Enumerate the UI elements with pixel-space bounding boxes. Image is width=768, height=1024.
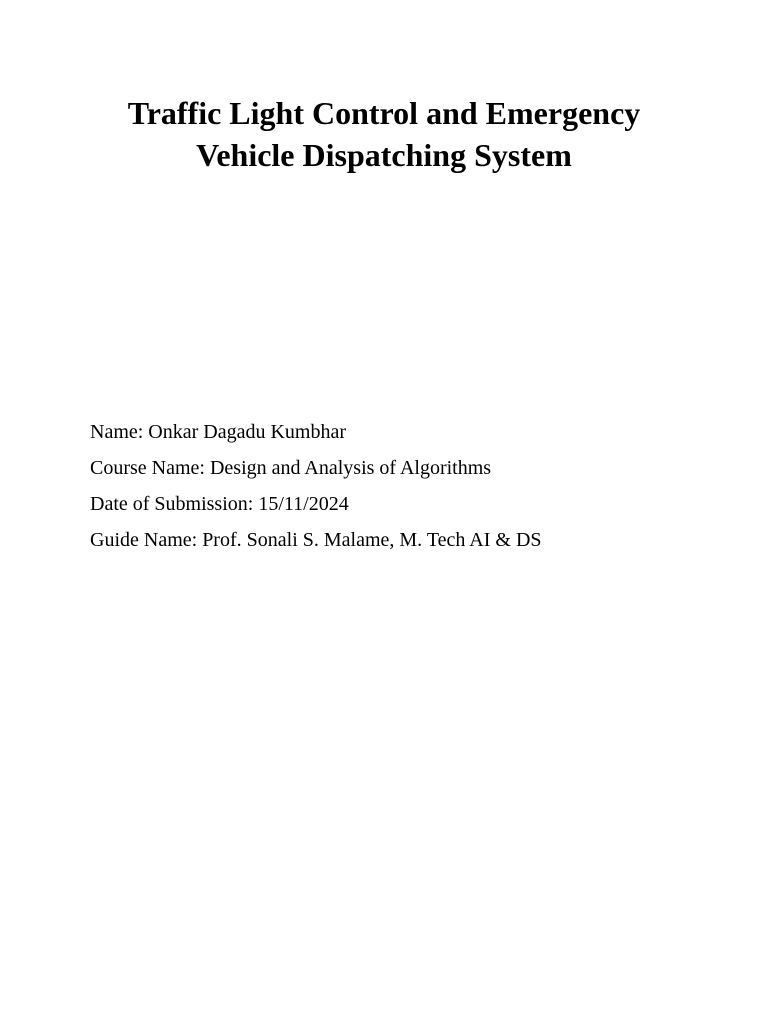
submission-date: Date of Submission: 15/11/2024 [90, 493, 349, 515]
guide-name: Guide Name: Prof. Sonali S. Malame, M. Tech AI & DS [90, 529, 542, 551]
title-line-2: Vehicle Dispatching System [196, 137, 572, 173]
student-name: Name: Onkar Dagadu Kumbhar [90, 421, 347, 443]
document-title [60, 92, 708, 176]
course-name: Course Name: Design and Analysis of Algorithms [90, 457, 492, 479]
title-line-1: Traffic Light Control and Emergency [127, 95, 641, 131]
submission-details [90, 414, 710, 558]
